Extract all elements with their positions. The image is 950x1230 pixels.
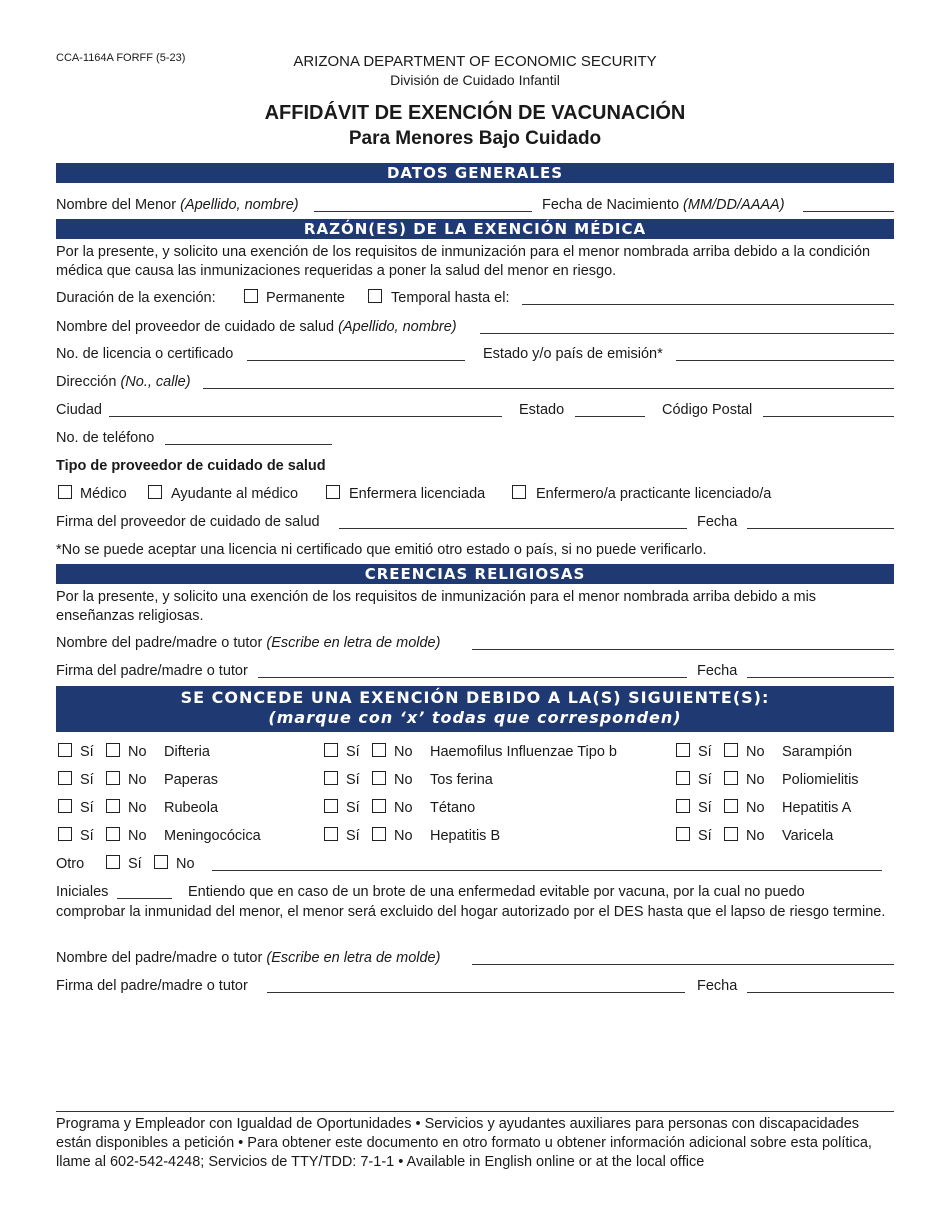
issuing-state-field[interactable] xyxy=(676,360,894,361)
disease-no-checkbox[interactable] xyxy=(106,799,120,813)
provider-type-pa-checkbox[interactable] xyxy=(148,485,162,499)
phone-label: No. de teléfono xyxy=(56,430,155,446)
provider-name-field[interactable] xyxy=(480,333,894,334)
disease-yes-checkbox[interactable] xyxy=(58,799,72,813)
disease-name: Poliomielitis xyxy=(782,772,859,788)
address-field[interactable] xyxy=(203,388,894,389)
other-yes-label: Sí xyxy=(128,856,142,872)
provider-type-np-checkbox[interactable] xyxy=(512,485,526,499)
disease-name: Haemofilus Influenzae Tipo b xyxy=(430,744,617,760)
zip-label: Código Postal xyxy=(662,402,753,418)
disease-yes-label: Sí xyxy=(80,772,94,788)
disease-yes-checkbox[interactable] xyxy=(676,799,690,813)
initials-field[interactable] xyxy=(117,898,172,899)
disease-yes-checkbox[interactable] xyxy=(676,743,690,757)
exemption-parent-name-label: Nombre del padre/madre o tutor (Escribe en letra de molde) xyxy=(56,950,441,966)
disease-yes-checkbox[interactable] xyxy=(58,771,72,785)
religious-date-field[interactable] xyxy=(747,677,894,678)
disease-yes-label: Sí xyxy=(346,828,360,844)
state-field[interactable] xyxy=(575,416,645,417)
exemptions-heading-line2: (marque con ‘x’ todas que corresponden) xyxy=(268,708,682,727)
temporary-label: Temporal hasta el: xyxy=(391,290,510,306)
provider-type-label: Tipo de proveedor de cuidado de salud xyxy=(56,458,326,474)
religious-date-label: Fecha xyxy=(697,663,738,679)
disease-yes-label: Sí xyxy=(698,744,712,760)
disease-no-label: No xyxy=(394,828,413,844)
medical-intro: Por la presente, y solicito una exención de los requisitos de inmunización para el menor nombrada arriba debido a la condición médica que causa las inmunizaciones requeridas a poner la salud del menor en riesgo. xyxy=(56,244,871,279)
disease-no-label: No xyxy=(394,744,413,760)
disease-name: Difteria xyxy=(164,744,210,760)
disease-no-checkbox[interactable] xyxy=(372,743,386,757)
disease-yes-label: Sí xyxy=(346,744,360,760)
provider-signature-field[interactable] xyxy=(339,528,687,529)
provider-signature-label: Firma del proveedor de cuidado de salud xyxy=(56,514,320,530)
disease-yes-label: Sí xyxy=(698,772,712,788)
disease-no-label: No xyxy=(128,772,147,788)
exemption-date-field[interactable] xyxy=(747,992,894,993)
disease-yes-label: Sí xyxy=(80,828,94,844)
permanent-label: Permanente xyxy=(266,290,345,306)
temporary-date-field[interactable] xyxy=(522,304,894,305)
religious-parent-name-label: Nombre del padre/madre o tutor (Escribe en letra de molde) xyxy=(56,635,441,651)
section-religious-heading: CREENCIAS RELIGIOSAS xyxy=(56,564,894,584)
disease-no-checkbox[interactable] xyxy=(372,827,386,841)
disease-no-checkbox[interactable] xyxy=(106,771,120,785)
dob-field[interactable] xyxy=(803,211,894,212)
disease-no-checkbox[interactable] xyxy=(724,743,738,757)
disease-no-label: No xyxy=(746,828,765,844)
city-field[interactable] xyxy=(109,416,502,417)
provider-date-label: Fecha xyxy=(697,514,738,530)
provider-type-physician-label: Médico xyxy=(80,486,127,502)
form-code: CCA-1164A FORFF (5-23) xyxy=(56,52,186,64)
disease-no-label: No xyxy=(746,772,765,788)
license-field[interactable] xyxy=(247,360,465,361)
disease-yes-checkbox[interactable] xyxy=(324,799,338,813)
provider-name-label: Nombre del proveedor de cuidado de salud (Apellido, nombre) xyxy=(56,319,457,335)
exemption-parent-signature-field[interactable] xyxy=(267,992,685,993)
provider-type-np-label: Enfermero/a practicante licenciado/a xyxy=(536,486,772,502)
state-label: Estado xyxy=(519,402,565,418)
other-no-label: No xyxy=(176,856,195,872)
provider-type-nurse-checkbox[interactable] xyxy=(326,485,340,499)
disease-no-label: No xyxy=(128,744,147,760)
zip-field[interactable] xyxy=(763,416,894,417)
religious-intro: Por la presente, y solicito una exención de los requisitos de inmunización para el menor nombrada arriba debido a mis enseñanzas religiosas. xyxy=(56,589,817,624)
disease-no-label: No xyxy=(128,828,147,844)
other-label: Otro xyxy=(56,856,85,872)
permanent-checkbox[interactable] xyxy=(244,289,258,303)
provider-type-physician-checkbox[interactable] xyxy=(58,485,72,499)
license-label: No. de licencia o certificado xyxy=(56,346,234,362)
disease-yes-checkbox[interactable] xyxy=(324,771,338,785)
disease-name: Rubeola xyxy=(164,800,219,816)
disease-no-checkbox[interactable] xyxy=(372,799,386,813)
disease-yes-checkbox[interactable] xyxy=(324,743,338,757)
provider-date-field[interactable] xyxy=(747,528,894,529)
other-yes-checkbox[interactable] xyxy=(106,855,120,869)
child-name-field[interactable] xyxy=(314,211,532,212)
disease-yes-checkbox[interactable] xyxy=(58,827,72,841)
section-general-heading: DATOS GENERALES xyxy=(56,163,894,183)
provider-type-nurse-label: Enfermera licenciada xyxy=(349,486,486,502)
disease-no-checkbox[interactable] xyxy=(106,827,120,841)
disease-name: Tos ferina xyxy=(430,772,493,788)
city-label: Ciudad xyxy=(56,402,102,418)
footer-text: Programa y Empleador con Igualdad de Oportunidades • Servicios y ayudantes auxiliares para personas con discapacidades están disponibles a petición • Para obtener este documento en otro formato u obtener información adicional sobre esta política, llame al 602-542-4248; Servicios de TTY/TDD: 7-1-1 • Available in English online or at the local office xyxy=(56,1116,872,1170)
disease-no-label: No xyxy=(128,800,147,816)
disease-name: Paperas xyxy=(164,772,219,788)
page-title: AFFIDÁVIT DE EXENCIÓN DE VACUNACIÓN xyxy=(264,102,686,124)
section-medical-heading: RAZÓN(ES) DE LA EXENCIÓN MÉDICA xyxy=(56,219,894,239)
exemption-parent-name-field[interactable] xyxy=(472,964,894,965)
religious-parent-signature-field[interactable] xyxy=(258,677,687,678)
disease-yes-checkbox[interactable] xyxy=(324,827,338,841)
disease-yes-label: Sí xyxy=(698,828,712,844)
disease-name: Sarampión xyxy=(782,744,853,760)
disease-no-label: No xyxy=(394,800,413,816)
temporary-checkbox[interactable] xyxy=(368,289,382,303)
exemption-date-label: Fecha xyxy=(697,978,738,994)
exemption-parent-signature-label: Firma del padre/madre o tutor xyxy=(56,978,248,994)
disease-yes-checkbox[interactable] xyxy=(676,827,690,841)
other-no-checkbox[interactable] xyxy=(154,855,168,869)
disease-no-label: No xyxy=(746,744,765,760)
license-note: *No se puede aceptar una licencia ni certificado que emitió otro estado o país, si no puede verificarlo. xyxy=(56,542,707,558)
exclusion-statement-line1: Entiendo que en caso de un brote de una enfermedad evitable por vacuna, por la cual no puedo xyxy=(188,884,805,900)
disease-yes-label: Sí xyxy=(346,800,360,816)
disease-no-label: No xyxy=(394,772,413,788)
religious-parent-name-field[interactable] xyxy=(472,649,894,650)
division-name: División de Cuidado Infantil xyxy=(390,72,560,88)
page-subtitle: Para Menores Bajo Cuidado xyxy=(348,128,602,149)
phone-field[interactable] xyxy=(165,444,332,445)
disease-no-checkbox[interactable] xyxy=(106,743,120,757)
dob-label: Fecha de Nacimiento (MM/DD/AAAA) xyxy=(542,197,785,213)
exclusion-statement-rest: comprobar la inmunidad del menor, el menor será excluido del hogar autorizado por el DES hasta que el lapso de riesgo termine. xyxy=(56,904,886,920)
disease-yes-checkbox[interactable] xyxy=(676,771,690,785)
other-field[interactable] xyxy=(212,870,882,871)
exemptions-heading-line1: SE CONCEDE UNA EXENCIÓN DEBIDO A LA(S) SIGUIENTE(S): xyxy=(180,688,770,707)
disease-name: Hepatitis A xyxy=(782,800,852,816)
agency-name: ARIZONA DEPARTMENT OF ECONOMIC SECURITY xyxy=(293,53,657,70)
disease-no-checkbox[interactable] xyxy=(724,827,738,841)
issuing-state-label: Estado y/o país de emisión* xyxy=(483,346,663,362)
child-name-label: Nombre del Menor (Apellido, nombre) xyxy=(56,197,299,213)
disease-yes-label: Sí xyxy=(346,772,360,788)
footer-divider xyxy=(56,1111,894,1112)
disease-no-checkbox[interactable] xyxy=(724,799,738,813)
section-exemptions-heading xyxy=(56,686,894,732)
disease-name: Meningocócica xyxy=(164,828,261,844)
provider-type-pa-label: Ayudante al médico xyxy=(171,486,299,502)
disease-no-label: No xyxy=(746,800,765,816)
disease-name: Tétano xyxy=(430,800,476,816)
religious-parent-signature-label: Firma del padre/madre o tutor xyxy=(56,663,248,679)
address-label: Dirección (No., calle) xyxy=(56,374,191,390)
disease-name: Hepatitis B xyxy=(430,828,501,844)
initials-label: Iniciales xyxy=(56,884,109,900)
duration-label: Duración de la exención: xyxy=(56,290,216,306)
disease-yes-label: Sí xyxy=(80,800,94,816)
disease-yes-label: Sí xyxy=(80,744,94,760)
disease-no-checkbox[interactable] xyxy=(724,771,738,785)
disease-no-checkbox[interactable] xyxy=(372,771,386,785)
disease-name: Varicela xyxy=(782,828,834,844)
disease-yes-label: Sí xyxy=(698,800,712,816)
disease-yes-checkbox[interactable] xyxy=(58,743,72,757)
